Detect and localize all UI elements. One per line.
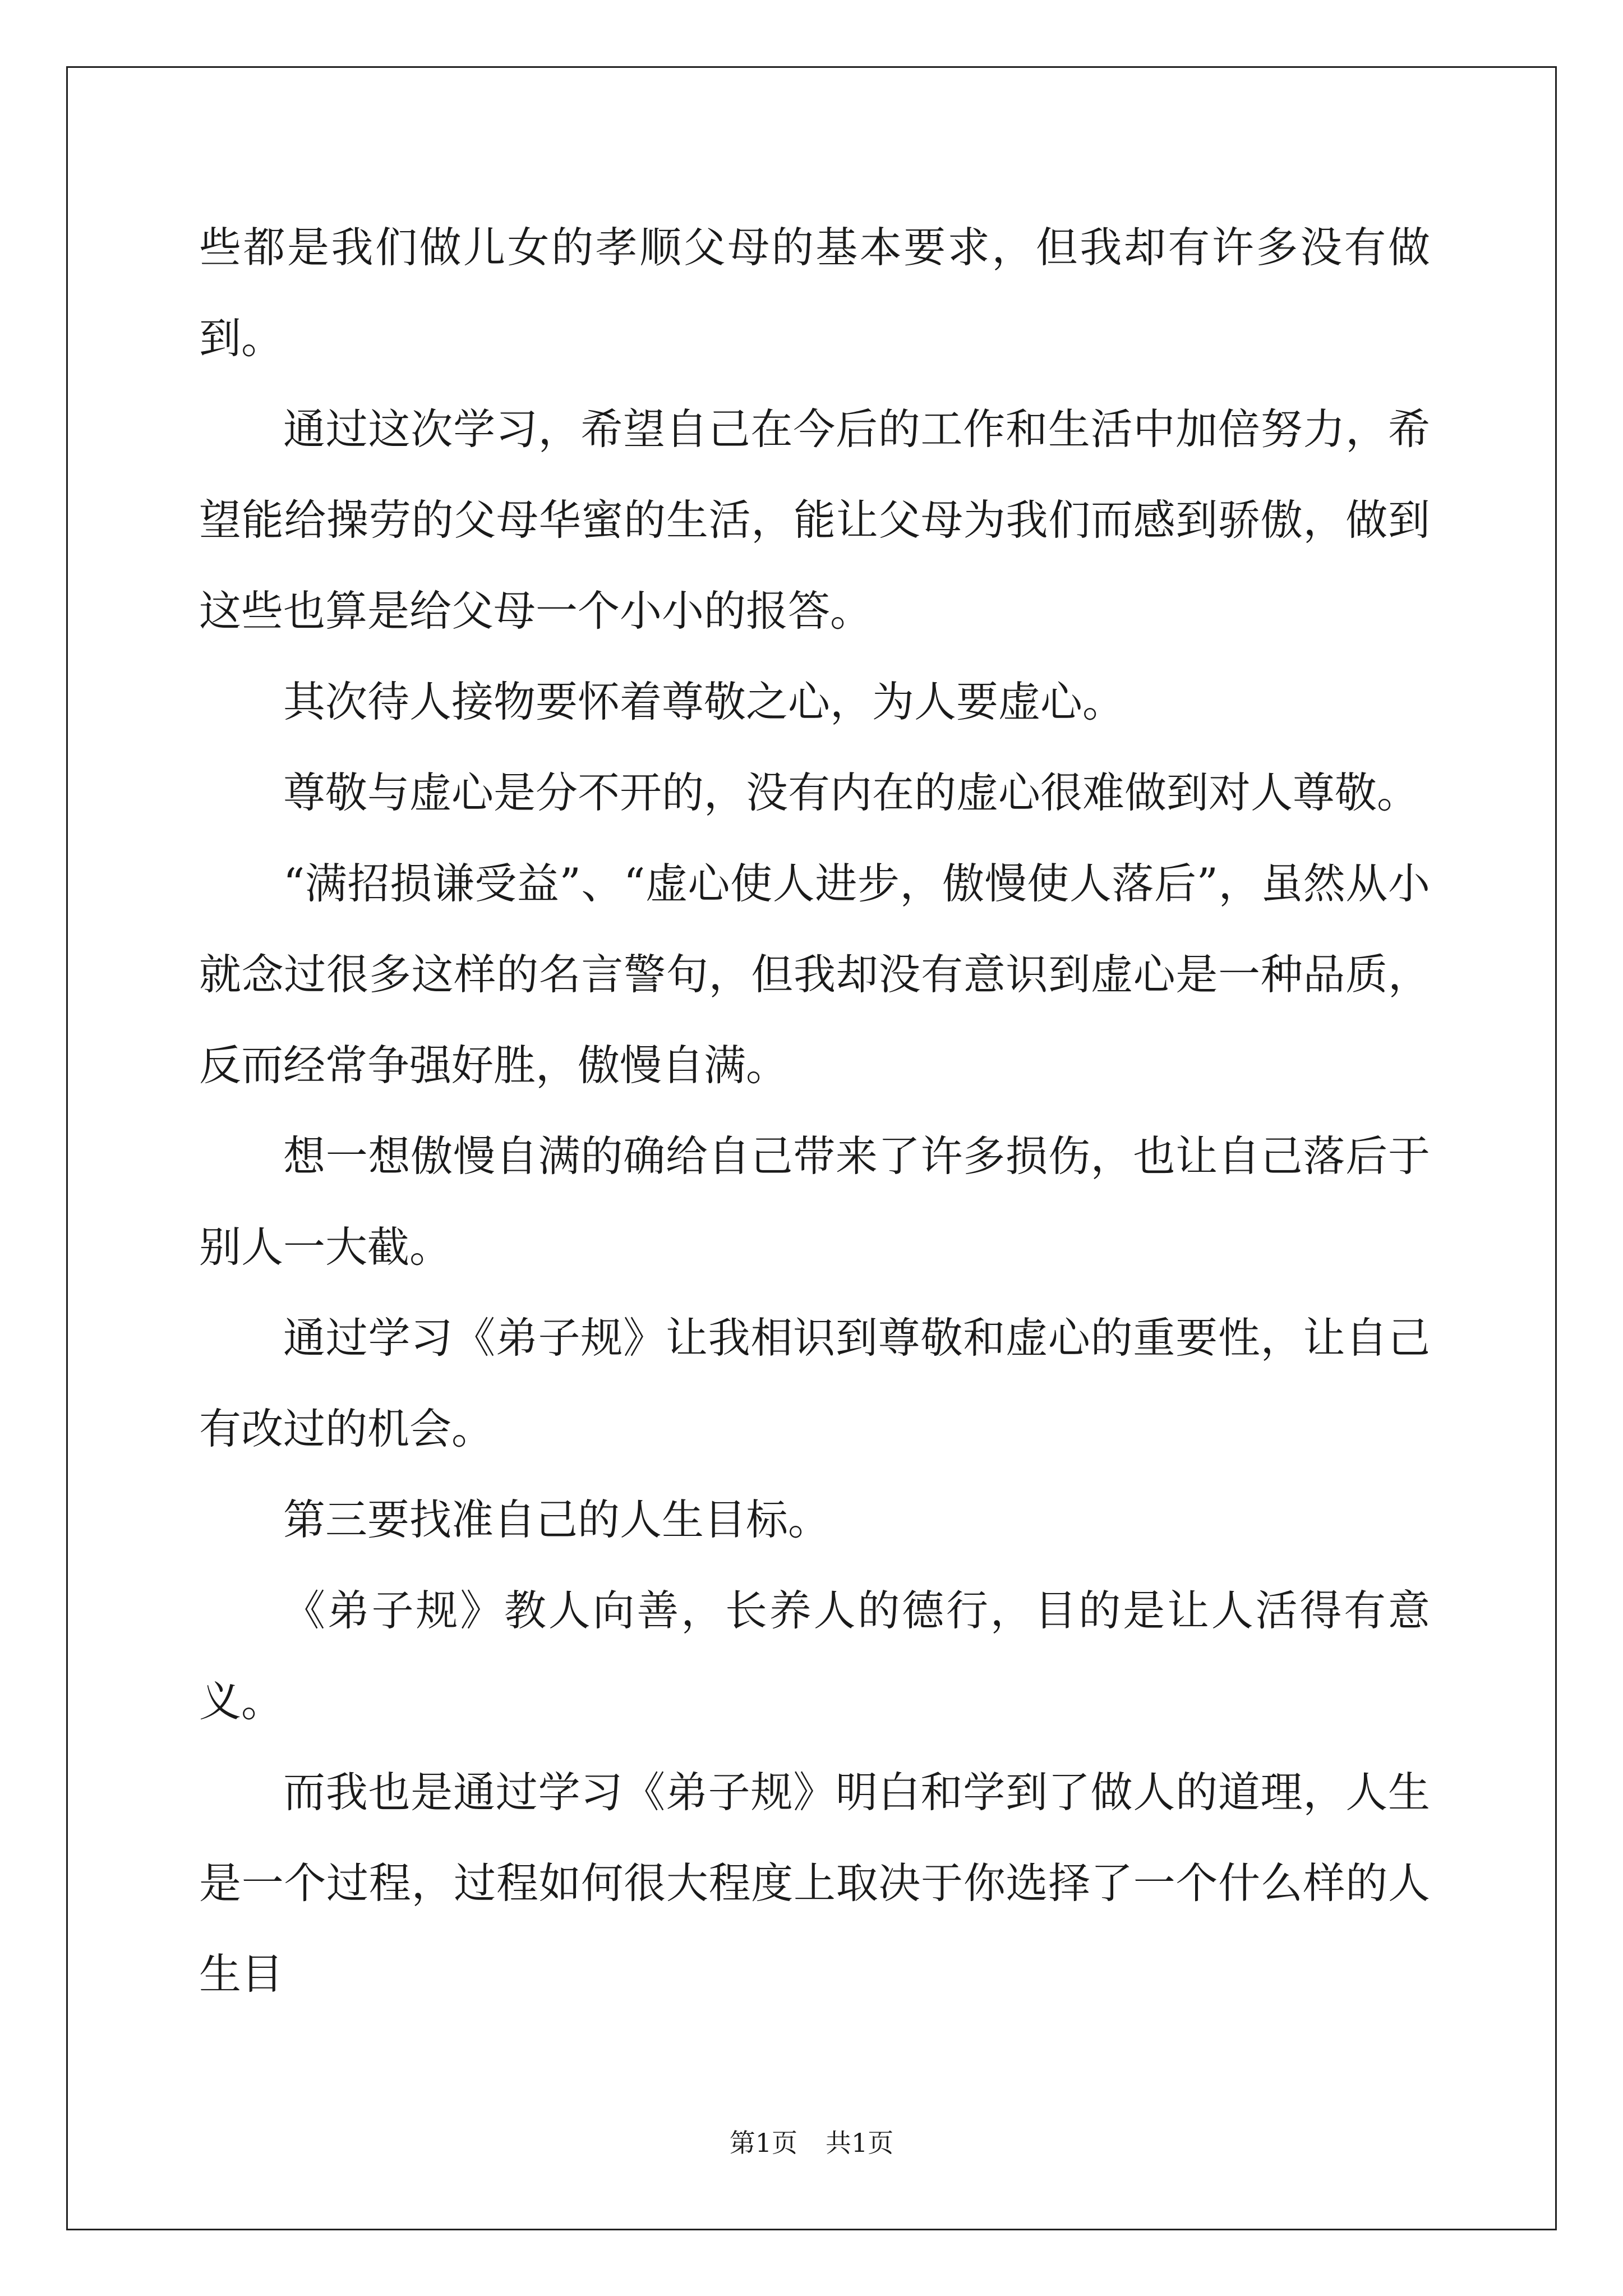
paragraph: 些都是我们做儿女的孝顺父母的基本要求，但我却有许多没有做到。	[199, 223, 1430, 363]
paragraph: 通过这次学习，希望自己在今后的工作和生活中加倍努力，希望能给操劳的父母华蜜的生活，能让父母为我们而感到骄傲，做到这些也算是给父母一个小小的报答。	[199, 404, 1430, 636]
paragraph: 而我也是通过学习《弟子规》明白和学到了做人的道理，人生是一个过程，过程如何很大程度上取决于你选择了一个什么样的人生目	[199, 1768, 1430, 1999]
page-footer	[0, 2126, 1623, 2160]
paragraph: 想一想傲慢自满的确给自己带来了许多损伤，也让自己落后于别人一大截。	[199, 1131, 1430, 1272]
paragraph: 尊敬与虚心是分不开的，没有内在的虚心很难做到对人尊敬。	[283, 768, 1419, 817]
paragraph: 《弟子规》教人向善，长养人的德行，目的是让人活得有意义。	[199, 1586, 1430, 1726]
page-number: 第1页	[729, 2128, 797, 2158]
paragraph: “满招损谦受益”、“虚心使人进步，傲慢使人落后”，虽然从小就念过很多这样的名言警句，但我却没有意识到虚心是一种品质，反而经常争强好胜，傲慢自满。	[199, 859, 1430, 1090]
paragraph: 其次待人接物要怀着尊敬之心，为人要虚心。	[283, 677, 1125, 726]
paragraph: 第三要找准自己的人生目标。	[283, 1495, 831, 1544]
document-body	[199, 202, 1430, 2019]
paragraph: 通过学习《弟子规》让我相识到尊敬和虚心的重要性，让自己有改过的机会。	[199, 1313, 1430, 1453]
page-total: 共1页	[826, 2128, 894, 2158]
